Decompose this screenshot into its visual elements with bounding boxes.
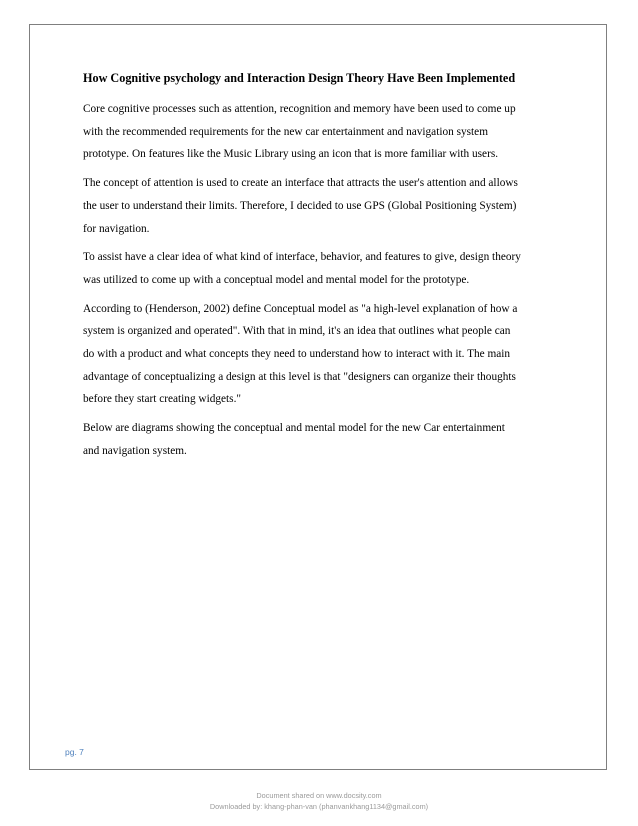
paragraph-line: The concept of attention is used to create an interface that attracts the user's attention and allows [83,177,518,190]
footer-downloaded-line: Downloaded by: khang-phan-van (phanvankhang1134@gmail.com) [209,802,429,811]
document-body [83,68,561,469]
page-number: pg. 7 [65,747,84,757]
docsity-footer [0,790,638,812]
paragraph-line: the user to understand their limits. Therefore, I decided to use GPS (Global Positioning System) [83,199,517,212]
paragraph-line: According to (Henderson, 2002) define Conceptual model as "a high-level explanation of how a [83,302,518,315]
paragraph-line: for navigation. [83,222,150,235]
paragraph-line: and navigation system. [83,444,187,457]
paragraph-line: with the recommended requirements for the new car entertainment and navigation system [83,125,488,138]
paragraph-diagrams-intro [83,417,561,462]
paragraph-conceptual-model [83,298,561,412]
paragraph-line: prototype. On features like the Music Library using an icon that is more familiar with users. [83,148,499,161]
paragraph-line: do with a product and what concepts they need to understand how to interact with it. The main [83,348,511,361]
paragraph-line: To assist have a clear idea of what kind of interface, behavior, and features to give, design theory [83,251,521,264]
section-heading: How Cognitive psychology and Interaction Design Theory Have Been Implemented [83,71,516,85]
paragraph-line: advantage of conceptualizing a design at this level is that "designers can organize their thoughts [83,370,516,383]
paragraph-line: Core cognitive processes such as attention, recognition and memory have been used to come up [83,103,516,115]
paragraph-attention [83,172,561,240]
paragraph-design-theory [83,246,561,291]
paragraph-line: before they start creating widgets." [83,393,242,406]
paragraph-cognitive-processes [83,98,561,166]
paragraph-line: was utilized to come up with a conceptual model and mental model for the prototype. [83,273,470,286]
paragraph-line: Below are diagrams showing the conceptual and mental model for the new Car entertainment [83,422,505,435]
footer-shared-line: Document shared on www.docsity.com [256,791,382,800]
paragraph-line: system is organized and operated". With that in mind, it's an idea that outlines what people can [83,325,511,338]
